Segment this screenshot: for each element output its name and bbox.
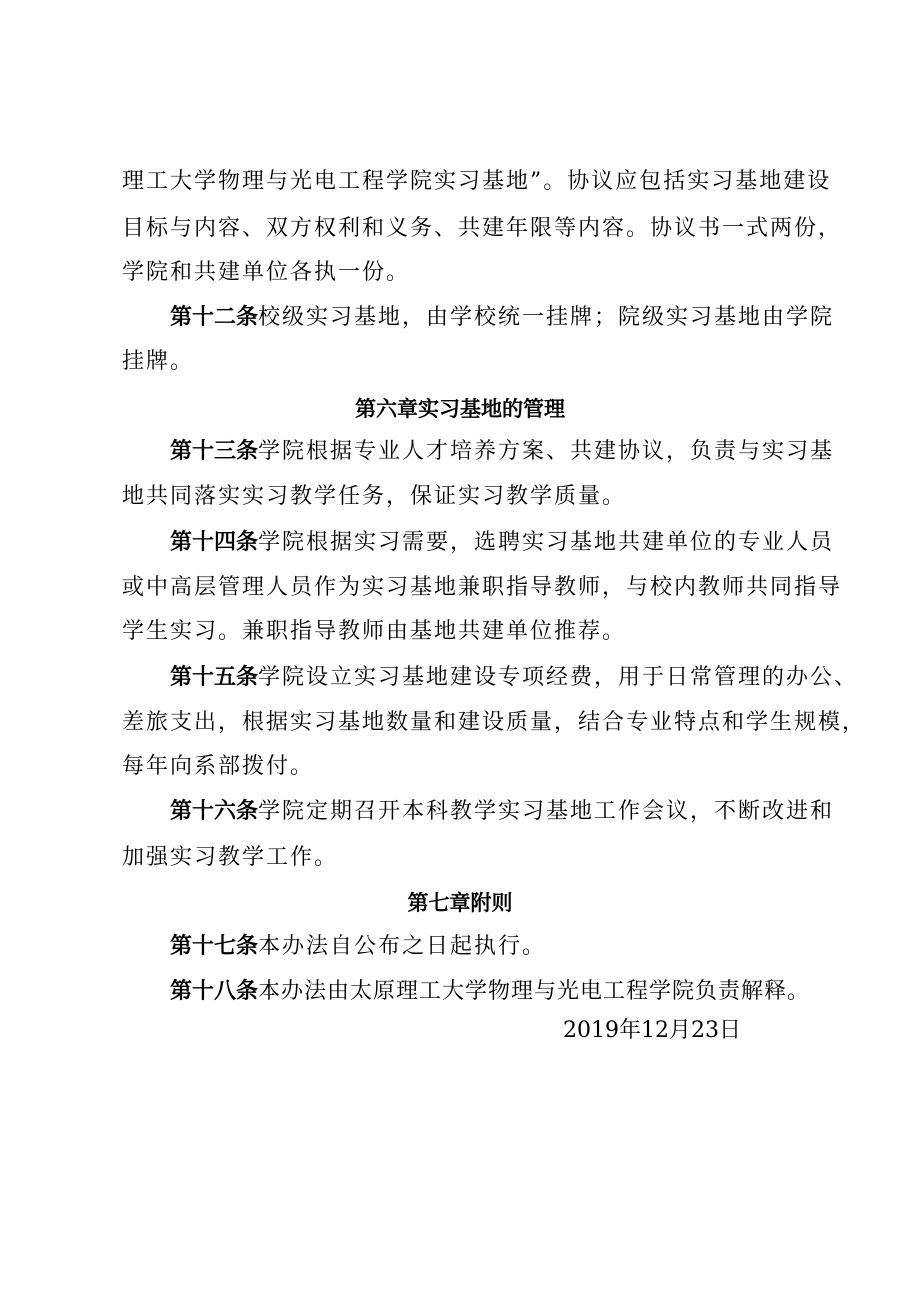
article-14-line bbox=[170, 528, 835, 558]
article-14-label: 第十四条 bbox=[170, 530, 259, 555]
chapter-6-heading: 第六章实习基地的管理 bbox=[355, 397, 565, 421]
body-line: 地共同落实实习教学任务，保证实习教学质量。 bbox=[122, 484, 627, 509]
body-line: 理工大学物理与光电工程学院实习基地”。协议应包括实习基地建设 bbox=[122, 169, 832, 194]
article-12-text: 校级实习基地，由学校统一挂牌；院级实习基地由学院 bbox=[258, 305, 835, 330]
article-18-line bbox=[170, 977, 820, 1007]
article-14-text: 学院根据实习需要，选聘实习基地共建单位的专业人员 bbox=[258, 530, 835, 555]
body-line: 学院和共建单位各执一份。 bbox=[122, 260, 411, 285]
article-13-label: 第十三条 bbox=[170, 439, 259, 464]
article-17-line bbox=[170, 932, 820, 962]
article-15-label: 第十五条 bbox=[170, 665, 259, 690]
article-13-line bbox=[170, 437, 835, 467]
article-17-text: 本办法自公布之日起执行。 bbox=[258, 934, 547, 959]
body-line: 加强实习教学工作。 bbox=[122, 845, 339, 870]
article-17-label: 第十七条 bbox=[170, 934, 259, 959]
chapter-7-heading: 第七章附则 bbox=[407, 891, 513, 915]
body-line: 挂牌。 bbox=[122, 349, 195, 374]
article-18-text: 本办法由太原理工大学物理与光电工程学院负责解释。 bbox=[258, 979, 811, 1004]
article-12-label: 第十二条 bbox=[170, 305, 259, 330]
body-line: 目标与内容、双方权利和义务、共建年限等内容。协议书一式两份， bbox=[122, 216, 843, 241]
article-16-line bbox=[170, 797, 835, 827]
article-18-label: 第十八条 bbox=[170, 979, 259, 1004]
article-16-label: 第十六条 bbox=[170, 799, 259, 824]
document-date: 2019年12月23日 bbox=[563, 1018, 741, 1043]
body-line: 或中高层管理人员作为实习基地兼职指导教师，与校内教师共同指导 bbox=[122, 575, 843, 600]
article-12-line bbox=[170, 303, 835, 333]
article-13-text: 学院根据专业人才培养方案、共建协议，负责与实习基 bbox=[258, 439, 835, 464]
body-line: 学生实习。兼职指导教师由基地共建单位推荐。 bbox=[122, 619, 627, 644]
body-line: 差旅支出，根据实习基地数量和建设质量，结合专业特点和学生规模， bbox=[122, 710, 867, 735]
body-line: 每年向系部拨付。 bbox=[122, 754, 315, 779]
article-15-text: 学院设立实习基地建设专项经费，用于日常管理的办公、 bbox=[258, 665, 859, 690]
article-16-text: 学院定期召开本科教学实习基地工作会议，不断改进和 bbox=[258, 799, 835, 824]
article-15-line bbox=[170, 663, 859, 693]
